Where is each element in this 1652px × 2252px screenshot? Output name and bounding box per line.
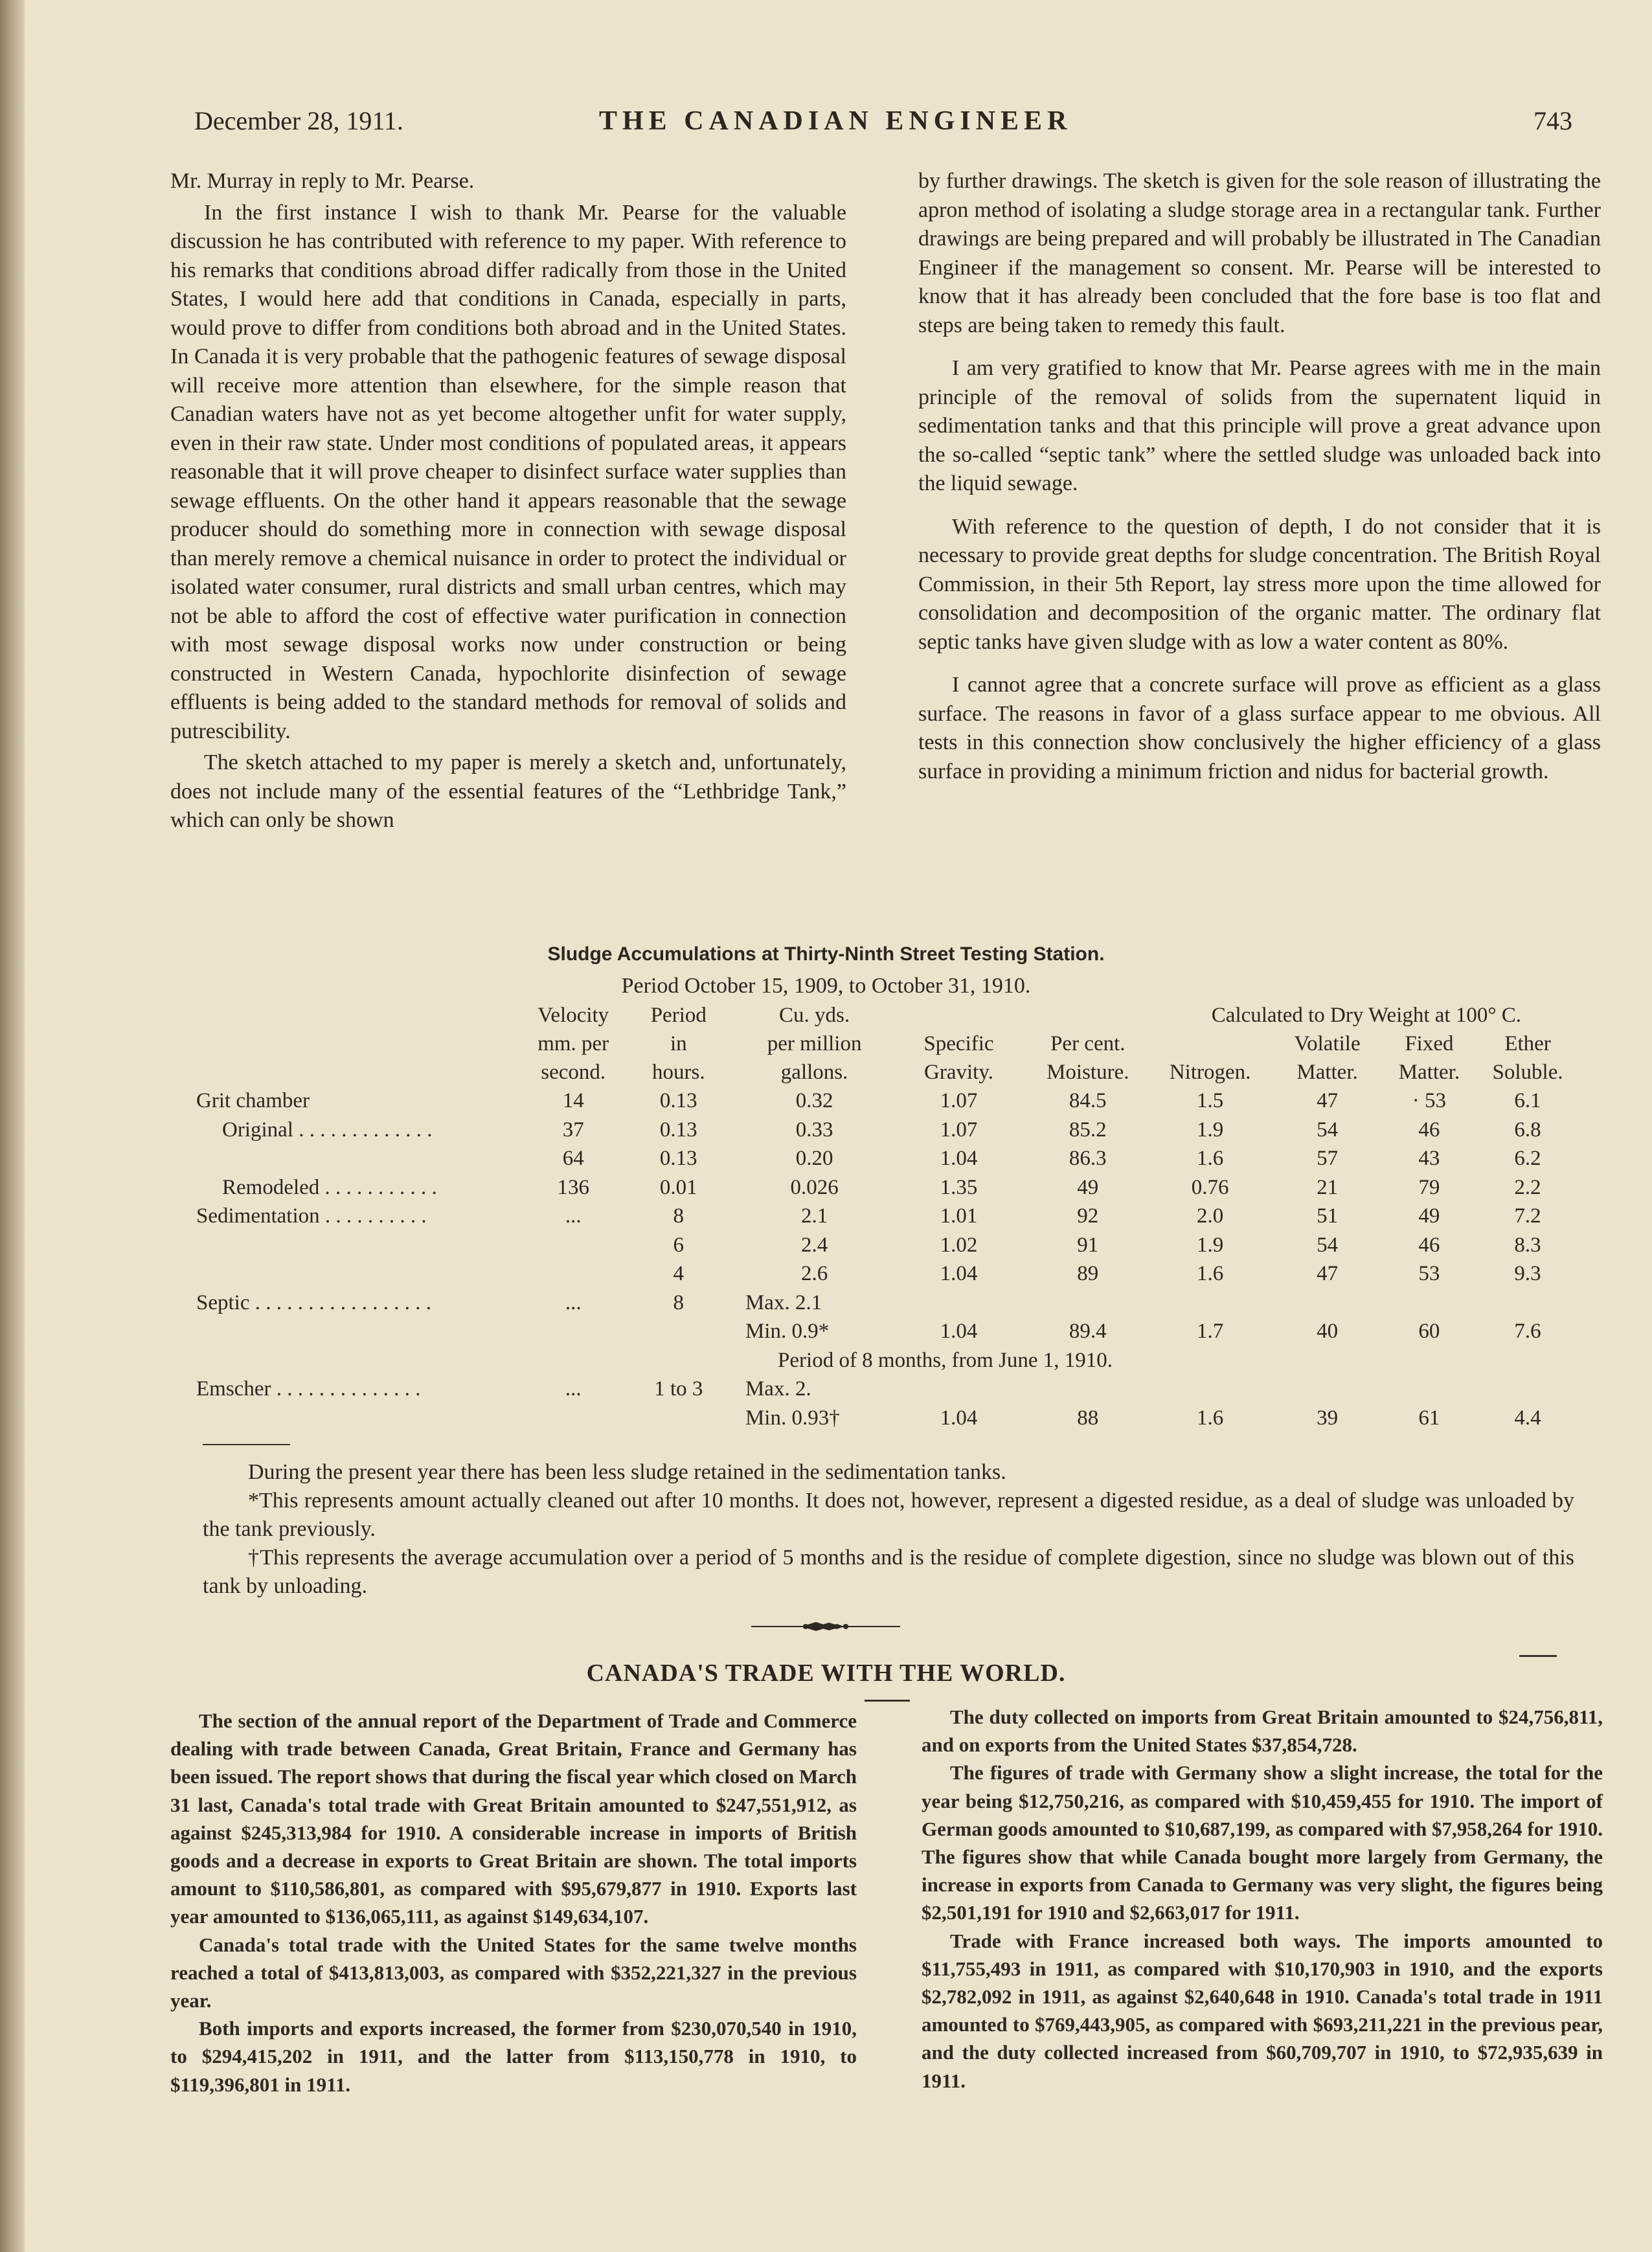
table-cell: · 53 — [1412, 1089, 1447, 1112]
table-cell: 64 — [562, 1147, 584, 1170]
table-cell: Max. 2. — [745, 1377, 811, 1401]
table-cell: 2.0 — [1196, 1204, 1224, 1228]
table-cell: 6.8 — [1514, 1118, 1541, 1142]
table-cell: Min. 0.93† — [745, 1406, 840, 1430]
table-row — [196, 1404, 1582, 1433]
table-header-cell: Velocity — [537, 1004, 609, 1027]
table-header-cell: hours. — [651, 1061, 705, 1084]
table-cell: 1.04 — [940, 1262, 978, 1285]
table-notes — [203, 1458, 1574, 1601]
table-row — [196, 1144, 1582, 1173]
table-cell: 1.04 — [940, 1406, 978, 1430]
table-cell: 7.2 — [1514, 1204, 1541, 1228]
table-cell: 0.32 — [795, 1089, 833, 1112]
table-cell: 1.6 — [1196, 1262, 1224, 1285]
article1-paragraph: Mr. Murray in reply to Mr. Pearse. — [170, 169, 475, 193]
table-cell: Max. 2.1 — [745, 1290, 822, 1314]
table-cell: 86.3 — [1069, 1147, 1107, 1170]
article1-paragraph: I cannot agree that a concrete surface will prove as efficient as a glass surface. The reasons in favor of a glass surface appear to me obvious. All tests in this connection show conclusively the higher efficiency of a glass surface in providing a minimum friction and nidus for bacterial growth. — [918, 673, 1601, 783]
article2-paragraph: Canada's total trade with the United States for the same twelve months reached a total of $413,813,003, as compared with $352,221,327 in the previous year. — [170, 1933, 857, 2012]
table-cell: 88 — [1077, 1406, 1099, 1430]
table-cell: 8.3 — [1514, 1233, 1541, 1257]
table-cell: Grit chamber — [196, 1089, 310, 1112]
table-header-cell: Moisture. — [1047, 1061, 1129, 1084]
table-header-cell: Fixed — [1405, 1032, 1454, 1055]
table-period: Period October 15, 1909, to October 31, 1910. — [621, 974, 1031, 998]
article1-paragraph: In the first instance I wish to thank Mr. Pearse for the valuable discussion he has contributed with reference to my paper. With reference to his remarks that conditions abroad differ radically from those in the United States, I would here add that conditions in Canada, especially in parts, would prove to differ from conditions both abroad and in the United States. In Canada it is very probable that the pathogenic features of sewage disposal will receive more attention than elsewhere, for the simple reason that Canadian waters have not as yet become altogether unfit for water supply, even in their raw state. Under most conditions of populated areas, it appears reasonable that it will prove cheaper to disinfect surface water supplies than sewage effluents. On the other hand it appears reasonable that the sewage producer should do something more in connection with sewage disposal than merely remove a chemical nuisance in order to protect the individual or isolated water consumer, rural districts and small urban centres, which may not be able to afford the cost of effective water purification in connection with most sewage disposal works now under construction or being constructed in Western Canada, hypochlorite disinfection of sewage effluents is being added to the standard methods for removal of solids and putrescibility. — [170, 200, 846, 743]
table-note-row — [196, 1346, 1582, 1375]
table-cell: 54 — [1317, 1233, 1339, 1257]
table-cell: 1.07 — [940, 1118, 978, 1142]
table-cell: 0.76 — [1191, 1175, 1229, 1199]
table-cell: 39 — [1317, 1406, 1339, 1430]
table-cell: 0.01 — [659, 1175, 697, 1199]
table-cell: 1.6 — [1196, 1147, 1224, 1170]
table-cell: 61 — [1418, 1406, 1440, 1430]
article2-paragraph: The section of the annual report of the Department of Trade and Commerce dealing with trade between Canada, Great Britain, France and Germany has been issued. The report shows that during the fiscal year which closed on March 31 last, Canada's total trade with Great Britain amounted to $247,551,912, as against $245,313,984 for 1910. A considerable increase in imports of British goods and a decrease in exports to Great Britain are shown. The total imports amount to $110,586,801, as compared with $95,679,877 in 1910. Exports last year amounted to $136,065,111, as against $149,634,107. — [170, 1709, 857, 1928]
table-row — [196, 1259, 1582, 1289]
table-cell: 84.5 — [1069, 1089, 1107, 1112]
table-row — [196, 1231, 1582, 1260]
table-cell: 85.2 — [1069, 1118, 1107, 1142]
table-cell: 53 — [1418, 1262, 1440, 1285]
table-cell: 6.2 — [1514, 1147, 1541, 1170]
table-header-cell: Ether — [1504, 1032, 1551, 1055]
table-cell: 89 — [1077, 1262, 1099, 1285]
table-cell: 91 — [1077, 1233, 1099, 1257]
table-cell: ... — [565, 1377, 582, 1401]
article1-paragraph: I am very gratified to know that Mr. Pearse agrees with me in the main principle of the removal of solids from the supernatent liquid in sedimentation tanks and that this principle will prove a great advance upon the so-called “septic tank” where the settled sludge was unloaded back into the liquid sewage. — [918, 356, 1601, 495]
table-cell: Remodeled . . . . . . . . . . . — [222, 1175, 437, 1199]
table-cell: 51 — [1317, 1204, 1339, 1228]
table-cell: 40 — [1317, 1320, 1339, 1343]
table-group-header: Calculated to Dry Weight at 100° C. — [1211, 1004, 1522, 1027]
table-cell: 0.20 — [795, 1147, 833, 1170]
table-cell: 6 — [673, 1233, 685, 1257]
table-row — [196, 1116, 1582, 1145]
table-title: Sludge Accumulations at Thirty-Ninth Street Testing Station. — [547, 943, 1105, 965]
article2-paragraph: The duty collected on imports from Great Britain amounted to $24,756,811, and on exports from the United States $37,854,728. — [922, 1706, 1603, 1757]
header-page-number: 743 — [1533, 106, 1572, 135]
table-note: †This represents the average accumulation over a period of 5 months and is the residue of complete digestion, since no sludge was blown out of this tank by unloading. — [203, 1546, 1574, 1598]
article1-left-column — [170, 167, 846, 835]
table-cell: 1.04 — [940, 1320, 978, 1343]
table-cell: 8 — [673, 1204, 685, 1228]
table-cell: 1.07 — [940, 1089, 978, 1112]
table-cell: 46 — [1418, 1118, 1440, 1142]
table-cell: 92 — [1077, 1204, 1099, 1228]
table-cell: 1.35 — [940, 1175, 978, 1199]
table-note: During the present year there has been less sludge retained in the sedimentation tanks. — [248, 1460, 1006, 1484]
table-header-cell: gallons. — [780, 1061, 848, 1084]
table-cell: 49 — [1418, 1204, 1440, 1228]
article2-paragraph: Both imports and exports increased, the former from $230,070,540 in 1910, to $294,415,202 in 1911, and the latter from $113,150,778 in 1910, to $119,396,801 in 1911. — [170, 2017, 857, 2096]
table-cell: 49 — [1077, 1175, 1099, 1199]
article2-left-column — [170, 1707, 857, 2099]
table-cell: 1.01 — [940, 1204, 978, 1228]
table-cell: Emscher . . . . . . . . . . . . . . — [196, 1377, 421, 1401]
table-cell: 0.13 — [659, 1089, 697, 1112]
table-header-cell: in — [670, 1032, 687, 1055]
table-row — [196, 1375, 1582, 1404]
table-cell: 21 — [1317, 1175, 1339, 1199]
table-cell: 1.04 — [940, 1147, 978, 1170]
table-cell: 7.6 — [1514, 1320, 1541, 1343]
header-date: December 28, 1911. — [194, 106, 403, 135]
table-header-row — [196, 1001, 1582, 1030]
table-row — [196, 1317, 1582, 1346]
article1-right-column — [918, 167, 1601, 786]
article1-paragraph: by further drawings. The sketch is given for the sole reason of illustrating the apron method of isolating a sludge storage area in a rectangular tank. Further drawings are being prepared and will probably be illustrated in The Canadian Engineer if the management so consent. Mr. Pearse will be interested to know that it has already been concluded that the fore base is too flat and steps are being taken to remedy this fault. — [918, 169, 1601, 337]
table-cell: 0.33 — [795, 1118, 833, 1142]
table-cell: 37 — [562, 1118, 584, 1142]
header-journal-title: THE CANADIAN ENGINEER — [599, 106, 1072, 136]
ornament-divider-icon — [751, 1619, 900, 1634]
table-row — [196, 1202, 1582, 1231]
table-row — [196, 1173, 1582, 1202]
table-header-cell: Matter. — [1296, 1061, 1358, 1084]
article2-right-column — [922, 1703, 1603, 2095]
table-cell: 46 — [1418, 1233, 1440, 1257]
table-cell: 54 — [1317, 1118, 1339, 1142]
table-cell: 2.4 — [800, 1233, 828, 1257]
margin-dash — [1519, 1655, 1557, 1657]
table-header-cell: Cu. yds. — [779, 1004, 850, 1027]
article1-paragraph: The sketch attached to my paper is merely a sketch and, unfortunately, does not include many of the essential features of the “Lethbridge Tank,” which can only be shown — [170, 750, 846, 832]
table-header-cell: Soluble. — [1492, 1061, 1563, 1084]
table-cell: 1.02 — [940, 1233, 978, 1257]
table-cell: 47 — [1317, 1089, 1339, 1112]
table-cell: 47 — [1317, 1262, 1339, 1285]
table-header-cell: mm. per — [537, 1032, 609, 1055]
table-cell: 1.9 — [1196, 1118, 1224, 1142]
table-header-cell: Volatile — [1294, 1032, 1361, 1055]
table-cell: 2.2 — [1514, 1175, 1541, 1199]
article2-title: CANADA'S TRADE WITH THE WORLD. — [586, 1660, 1066, 1687]
sludge-table — [196, 1001, 1582, 1432]
table-cell: 136 — [557, 1175, 589, 1199]
table-cell: 1.6 — [1196, 1406, 1224, 1430]
table-cell: 57 — [1317, 1147, 1339, 1170]
table-header-cell: Specific — [923, 1032, 994, 1055]
table-cell: 1.7 — [1196, 1320, 1224, 1343]
table-cell: 0.13 — [659, 1118, 697, 1142]
table-cell: 2.1 — [800, 1204, 828, 1228]
table-cell: 43 — [1418, 1147, 1440, 1170]
table-row — [196, 1087, 1582, 1116]
table-cell: 79 — [1418, 1175, 1440, 1199]
table-mid-note: Period of 8 months, from June 1, 1910. — [778, 1348, 1113, 1372]
table-cell: 60 — [1418, 1320, 1440, 1343]
table-cell: Septic . . . . . . . . . . . . . . . . . — [196, 1290, 431, 1314]
table-cell: 2.6 — [800, 1262, 828, 1285]
table-cell: 89.4 — [1069, 1320, 1107, 1343]
table-cell: 9.3 — [1514, 1262, 1541, 1285]
table-header-cell: Per cent. — [1050, 1032, 1126, 1055]
table-header-cell: second. — [541, 1061, 606, 1084]
table-row — [196, 1289, 1582, 1318]
table-header-cell: per million — [767, 1032, 862, 1055]
table-cell: ... — [565, 1290, 582, 1314]
table-cell: 1.9 — [1196, 1233, 1224, 1257]
table-header-cell: Matter. — [1398, 1061, 1460, 1084]
article2-paragraph: Trade with France increased both ways. The imports amounted to $11,755,493 in 1911, as compared with $10,170,903 in 1910, and the exports $2,782,092 in 1911, as against $2,640,648 in 1910. Canada's total trade in 1911 amounted to $769,443,905, as compared with $693,211,221 in the previous pear, and the duty collected increased from $60,709,707 in 1910, to $72,935,639 in 1911. — [922, 1929, 1603, 2092]
table-header-row — [196, 1030, 1582, 1058]
table-cell: 4.4 — [1514, 1406, 1541, 1430]
table-cell: 0.13 — [659, 1147, 697, 1170]
table-cell: 6.1 — [1514, 1089, 1541, 1112]
table-cell: 8 — [673, 1290, 685, 1314]
table-cell: 1 to 3 — [654, 1377, 703, 1401]
table-cell: Sedimentation . . . . . . . . . . — [196, 1204, 427, 1228]
article2-paragraph: The figures of trade with Germany show a slight increase, the total for the year being $12,750,216, as compared with $10,459,455 for 1910. The import of German goods amounted to $10,687,199, as compared with $7,958,264 for 1910. The figures show that while Canada bought more largely from Germany, the increase in exports from Canada to Germany was very slight, the figures being $2,501,191 for 1910 and $2,663,017 for 1911. — [922, 1761, 1603, 1924]
table-header-row — [196, 1058, 1582, 1087]
table-cell: Original . . . . . . . . . . . . . — [222, 1118, 433, 1142]
table-cell: 14 — [562, 1089, 584, 1112]
table-cell: 4 — [673, 1262, 685, 1285]
table-cell: Min. 0.9* — [745, 1320, 830, 1343]
title-rule — [865, 1700, 910, 1702]
table-note: *This represents amount actually cleaned out after 10 months. It does not, however, represent a digested residue, as a deal of sludge was unloaded by the tank previously. — [203, 1489, 1574, 1541]
table-cell: 1.5 — [1196, 1089, 1224, 1112]
table-header-cell: Gravity. — [924, 1061, 993, 1084]
table-cell: 0.026 — [790, 1175, 839, 1199]
table-cell: ... — [565, 1204, 582, 1228]
table-header-cell: Period — [650, 1004, 707, 1027]
article1-paragraph: With reference to the question of depth, I do not consider that it is necessary to provide great depths for sludge concentration. The British Royal Commission, in their 5th Report, lay stress more upon the time allowed for consolidation and decomposition of the organic matter. The ordinary flat septic tanks have given sludge with as low a water content as 80%. — [918, 514, 1601, 654]
table-header-cell: Nitrogen. — [1169, 1061, 1251, 1084]
footnote-rule — [203, 1444, 290, 1445]
